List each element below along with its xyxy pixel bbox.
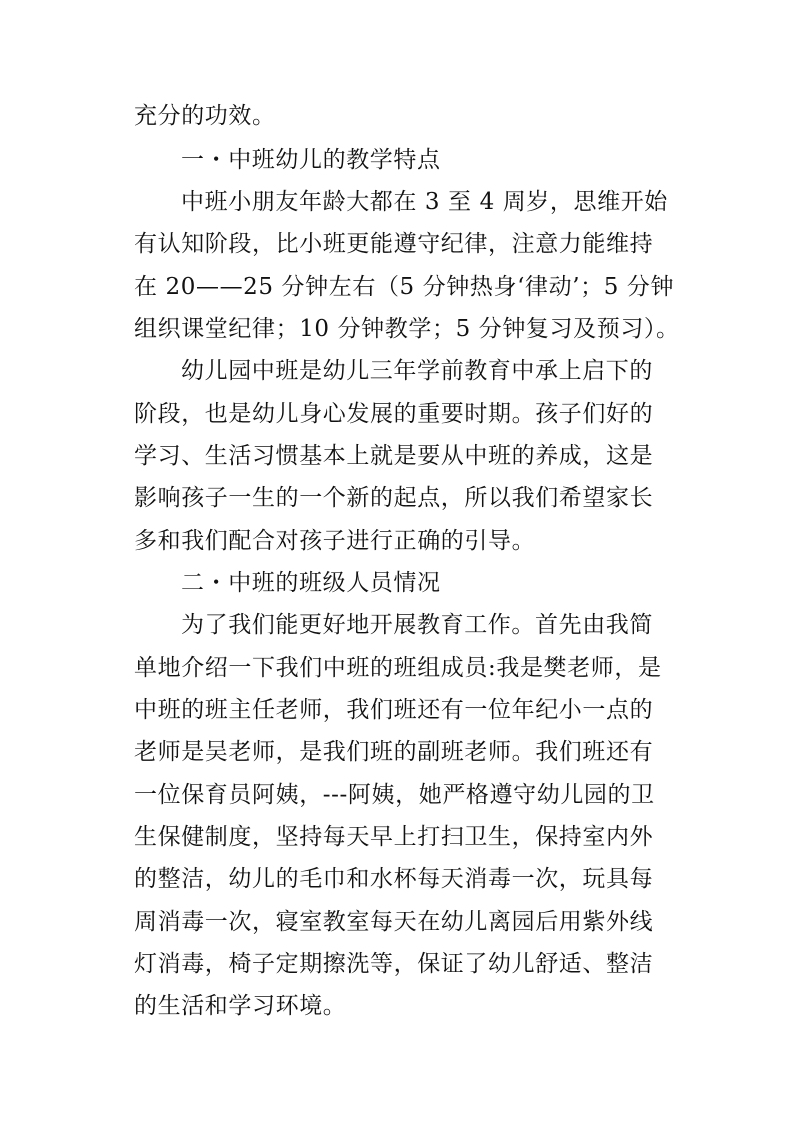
text-line: 影响孩子一生的一个新的起点，所以我们希望家长 bbox=[134, 485, 654, 511]
text-line: 多和我们配合对孩子进行正确的引导。 bbox=[134, 528, 536, 554]
text-line: 中班的班主任老师，我们班还有一位年纪小一点的 bbox=[134, 697, 654, 723]
text-line: 老师是吴老师，是我们班的副班老师。我们班还有 bbox=[134, 739, 654, 765]
text-line: 充分的功效。 bbox=[134, 103, 276, 129]
text-line: 周消毒一次，寝室教室每天在幼儿离园后用紫外线 bbox=[134, 909, 654, 935]
paragraph-start: 中班小朋友年龄大都在 3 至 4 周岁，思维开始 bbox=[181, 189, 668, 215]
paragraph-start: 幼儿园中班是幼儿三年学前教育中承上启下的 bbox=[181, 358, 653, 384]
text-line: 单地介绍一下我们中班的班组成员:我是樊老师，是 bbox=[134, 655, 662, 681]
text-line: 在 20——25 分钟左右（5 分钟热身‘律动’；5 分钟 bbox=[134, 274, 675, 300]
text-line: 组织课堂纪律；10 分钟教学；5 分钟复习及预习）。 bbox=[134, 316, 680, 342]
text-line: 有认知阶段，比小班更能遵守纪律，注意力能维持 bbox=[134, 231, 654, 257]
text-line: 的生活和学习环境。 bbox=[134, 993, 347, 1019]
text-line: 生保健制度，坚持每天早上打扫卫生，保持室内外 bbox=[134, 824, 654, 850]
text-line: 灯消毒，椅子定期擦洗等，保证了幼儿舒适、整洁 bbox=[134, 951, 654, 977]
text-line: 学习、生活习惯基本上就是要从中班的养成，这是 bbox=[134, 443, 654, 469]
section-heading-1: 一・中班幼儿的教学特点 bbox=[181, 147, 441, 173]
text-line: 一位保育员阿姨，---阿姨，她严格遵守幼儿园的卫 bbox=[134, 782, 655, 808]
section-heading-2: 二・中班的班级人员情况 bbox=[181, 570, 441, 596]
text-line: 的整洁，幼儿的毛巾和水杯每天消毒一次，玩具每 bbox=[134, 866, 654, 892]
text-line: 阶段，也是幼儿身心发展的重要时期。孩子们好的 bbox=[134, 401, 654, 427]
paragraph-start: 为了我们能更好地开展教育工作。首先由我简 bbox=[181, 612, 653, 638]
